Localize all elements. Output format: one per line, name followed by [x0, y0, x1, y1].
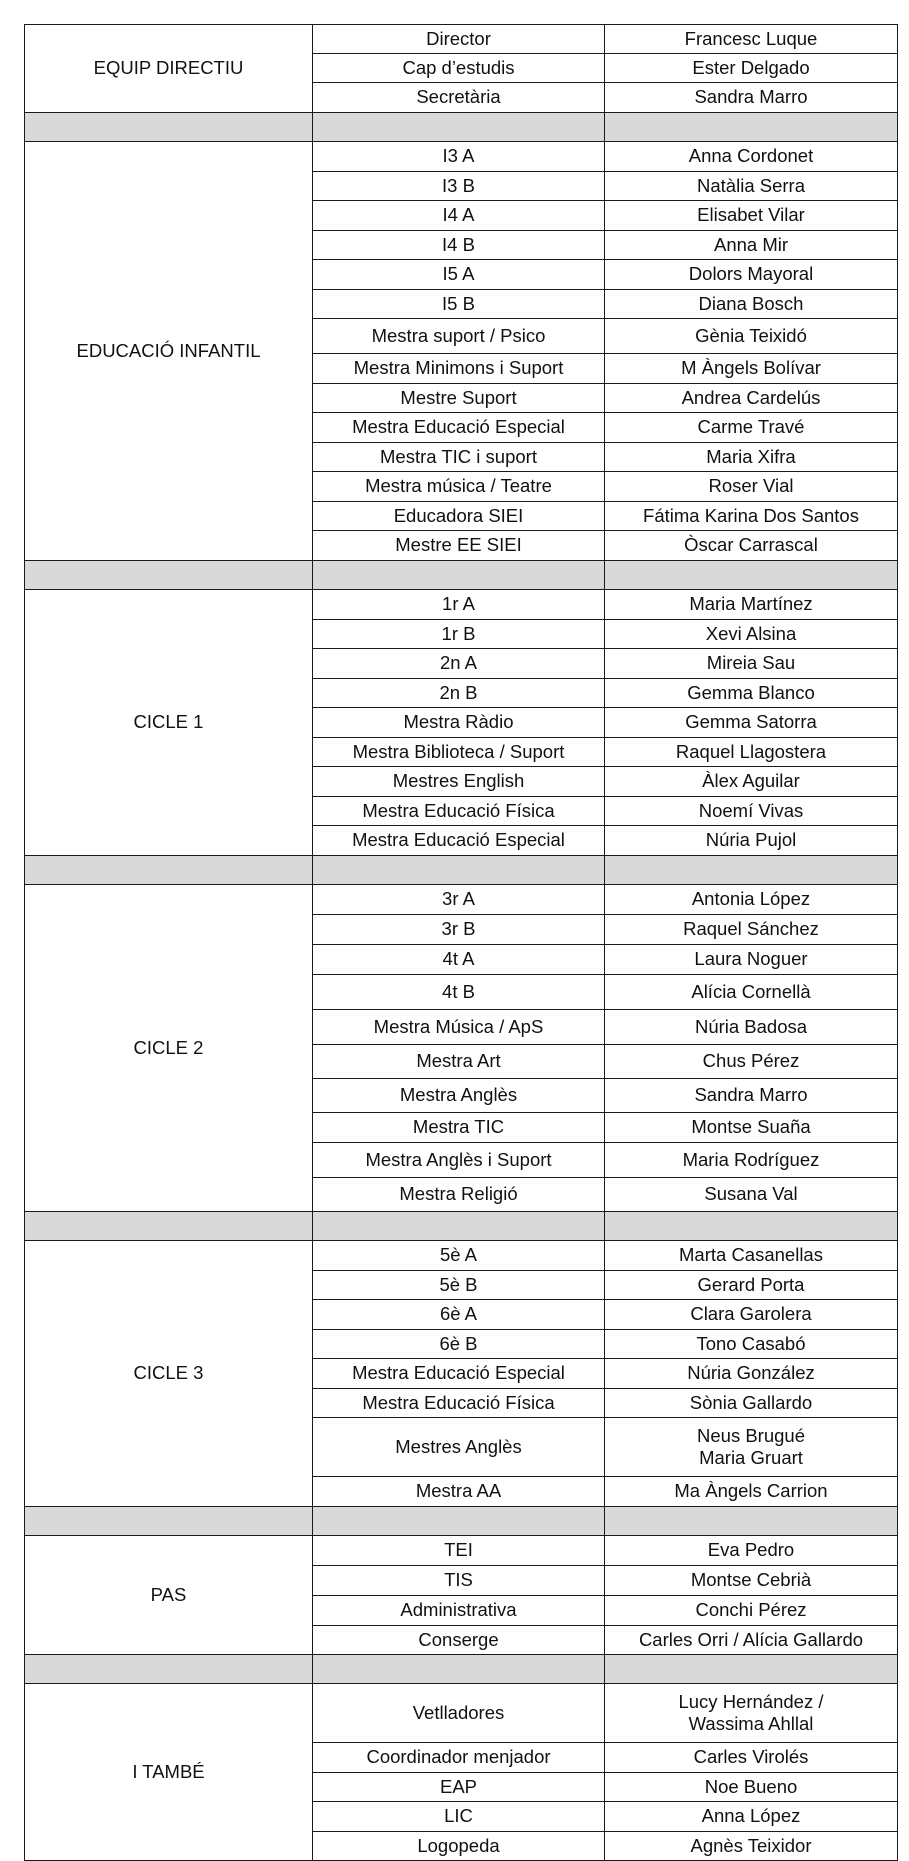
name-cell [605, 1743, 898, 1773]
table-row [25, 1536, 898, 1566]
role-cell: Mestra Ràdio [313, 708, 605, 738]
staff-table [24, 24, 898, 1861]
staff-name: M Àngels Bolívar [681, 357, 821, 379]
staff-name: Alícia Cornellà [691, 980, 811, 1002]
group-label: I TAMBÉ [25, 1684, 313, 1861]
role-cell: I4 B [313, 231, 605, 260]
role-cell: Cap d’estudis [313, 54, 605, 83]
separator-cell [313, 1655, 605, 1684]
staff-name: Tono Casabó [696, 1332, 806, 1354]
role-cell: I3 B [313, 172, 605, 201]
name-cell [605, 54, 898, 83]
staff-name: Susana Val [704, 1183, 798, 1205]
group-label: EDUCACIÓ INFANTIL [25, 142, 313, 561]
staff-name: Raquel Sánchez [683, 918, 819, 940]
separator-cell [25, 1655, 313, 1684]
name-cell [605, 1113, 898, 1143]
staff-name: Diana Bosch [698, 292, 804, 314]
name-cell [605, 1684, 898, 1743]
name-cell [605, 826, 898, 856]
staff-name: Lucy Hernández / [678, 1690, 824, 1712]
separator-cell [605, 1507, 898, 1536]
name-cell [605, 1832, 898, 1861]
name-cell [605, 1143, 898, 1178]
separator-cell [605, 113, 898, 142]
role-cell: Director [313, 25, 605, 54]
role-cell: Mestra Anglès i Suport [313, 1143, 605, 1178]
role-cell: Mestres Anglès [313, 1418, 605, 1477]
separator-row [25, 1507, 898, 1536]
name-cell [605, 767, 898, 797]
name-cell [605, 1802, 898, 1832]
role-cell: Mestra Art [313, 1045, 605, 1079]
staff-name: Maria Gruart [699, 1447, 803, 1468]
staff-name: Gemma Satorra [685, 711, 817, 733]
role-cell: 3r A [313, 885, 605, 915]
role-cell: Mestra TIC [313, 1113, 605, 1143]
separator-row [25, 113, 898, 142]
role-cell: I4 A [313, 201, 605, 231]
role-cell: 1r B [313, 620, 605, 649]
name-cell [605, 975, 898, 1010]
staff-name: Núria Badosa [694, 1015, 808, 1037]
role-cell: Mestra Educació Física [313, 797, 605, 826]
name-cell [605, 83, 898, 113]
name-cell [605, 620, 898, 649]
role-cell: Mestra Anglès [313, 1079, 605, 1113]
separator-cell [605, 561, 898, 590]
role-cell: Educadora SIEI [313, 502, 605, 531]
role-cell: TEI [313, 1536, 605, 1566]
role-cell: Vetlladores [313, 1684, 605, 1743]
staff-name: Montse Cebrià [690, 1569, 812, 1591]
staff-name: Òscar Carrascal [684, 534, 818, 556]
separator-cell [313, 113, 605, 142]
name-cell [605, 25, 898, 54]
role-cell: 3r B [313, 915, 605, 945]
name-cell [605, 1389, 898, 1418]
name-cell [605, 531, 898, 561]
name-cell [605, 1079, 898, 1113]
staff-name: Gènia Teixidó [695, 324, 807, 346]
separator-cell [313, 856, 605, 885]
separator-cell [25, 561, 313, 590]
staff-table-body [25, 25, 898, 1861]
role-cell: Coordinador menjador [313, 1743, 605, 1773]
name-cell [605, 1300, 898, 1330]
table-row [25, 1241, 898, 1271]
staff-name: Eva Pedro [707, 1539, 795, 1561]
staff-name: Dolors Mayoral [688, 263, 814, 285]
role-cell: Mestra música / Teatre [313, 472, 605, 502]
name-cell [605, 472, 898, 502]
role-cell: 2n B [313, 679, 605, 708]
staff-name: Núria González [687, 1362, 815, 1384]
name-cell [605, 679, 898, 708]
name-cell [605, 142, 898, 172]
staff-name: Wassima Ahllal [688, 1713, 814, 1734]
name-cell [605, 502, 898, 531]
role-cell: Mestra Educació Especial [313, 1359, 605, 1389]
staff-name: Raquel Llagostera [675, 740, 827, 762]
role-cell: Mestra Educació Especial [313, 413, 605, 443]
staff-name: Antonia López [691, 888, 811, 910]
role-cell: 4t A [313, 945, 605, 975]
role-cell: Mestra Minimons i Suport [313, 354, 605, 384]
staff-name: Sandra Marro [694, 86, 808, 108]
staff-name: Gemma Blanco [687, 681, 815, 703]
role-cell: Mestra Educació Especial [313, 826, 605, 856]
role-cell: Mestres English [313, 767, 605, 797]
role-cell: TIS [313, 1566, 605, 1596]
separator-cell [25, 856, 313, 885]
role-cell: 6è A [313, 1300, 605, 1330]
name-cell [605, 1566, 898, 1596]
staff-name: Maria Rodríguez [682, 1148, 820, 1170]
separator-row [25, 561, 898, 590]
role-cell: Mestre Suport [313, 384, 605, 413]
separator-cell [25, 1507, 313, 1536]
group-label: CICLE 1 [25, 590, 313, 856]
name-cell [605, 413, 898, 443]
role-cell: I5 B [313, 290, 605, 319]
name-cell [605, 915, 898, 945]
name-cell [605, 1596, 898, 1626]
separator-row [25, 1212, 898, 1241]
staff-name: Roser Vial [708, 475, 794, 497]
separator-cell [313, 1212, 605, 1241]
name-cell [605, 649, 898, 679]
role-cell: Secretària [313, 83, 605, 113]
name-cell [605, 260, 898, 290]
name-cell [605, 1536, 898, 1566]
staff-name: Anna López [701, 1805, 801, 1827]
role-cell: 2n A [313, 649, 605, 679]
name-cell [605, 384, 898, 413]
staff-name: Gerard Porta [697, 1273, 805, 1295]
table-row [25, 142, 898, 172]
table-row [25, 590, 898, 620]
name-cell [605, 290, 898, 319]
role-cell: Mestra suport / Psico [313, 319, 605, 354]
staff-name: Carme Travé [697, 416, 805, 438]
name-cell [605, 1045, 898, 1079]
name-cell [605, 797, 898, 826]
name-cell [605, 354, 898, 384]
staff-name: Carles Virolés [693, 1746, 809, 1768]
role-cell: Mestra Biblioteca / Suport [313, 738, 605, 767]
staff-name: Natàlia Serra [697, 174, 805, 196]
staff-name: Agnès Teixidor [690, 1834, 812, 1856]
name-cell [605, 708, 898, 738]
staff-name: Ester Delgado [692, 56, 810, 78]
table-row [25, 1684, 898, 1743]
role-cell: Mestra AA [313, 1477, 605, 1507]
role-cell: I3 A [313, 142, 605, 172]
separator-row [25, 1655, 898, 1684]
role-cell: 6è B [313, 1330, 605, 1359]
staff-name: Anna Mir [713, 233, 789, 255]
separator-cell [605, 856, 898, 885]
staff-name: Noe Bueno [704, 1775, 798, 1797]
name-cell [605, 1241, 898, 1271]
name-cell [605, 1418, 898, 1477]
group-label: PAS [25, 1536, 313, 1655]
name-cell [605, 1626, 898, 1655]
role-cell: 5è A [313, 1241, 605, 1271]
role-cell: EAP [313, 1773, 605, 1802]
separator-cell [605, 1655, 898, 1684]
staff-name: Maria Xifra [706, 445, 796, 467]
staff-name: Laura Noguer [694, 948, 808, 970]
name-cell [605, 945, 898, 975]
staff-name: Àlex Aguilar [702, 770, 800, 792]
name-cell [605, 1271, 898, 1300]
role-cell: 5è B [313, 1271, 605, 1300]
name-cell [605, 319, 898, 354]
role-cell: Mestre EE SIEI [313, 531, 605, 561]
role-cell: Conserge [313, 1626, 605, 1655]
staff-name: Montse Suaña [691, 1116, 811, 1138]
staff-name: Chus Pérez [702, 1050, 800, 1072]
name-cell [605, 738, 898, 767]
staff-name: Ma Àngels Carrion [674, 1480, 828, 1502]
role-cell: LIC [313, 1802, 605, 1832]
staff-name: Fátima Karina Dos Santos [643, 504, 859, 526]
name-cell [605, 885, 898, 915]
separator-cell [25, 1212, 313, 1241]
role-cell: 1r A [313, 590, 605, 620]
staff-name: Anna Cordonet [688, 145, 814, 167]
group-label: CICLE 3 [25, 1241, 313, 1507]
name-cell [605, 1010, 898, 1045]
name-cell [605, 231, 898, 260]
role-cell: I5 A [313, 260, 605, 290]
staff-name: Carles Orri / Alícia Gallardo [638, 1628, 864, 1650]
staff-name: Andrea Cardelús [681, 386, 821, 408]
name-cell [605, 1773, 898, 1802]
role-cell: Administrativa [313, 1596, 605, 1626]
name-cell [605, 1178, 898, 1212]
group-label: CICLE 2 [25, 885, 313, 1212]
staff-name: Francesc Luque [684, 27, 818, 49]
name-cell [605, 590, 898, 620]
name-cell [605, 1477, 898, 1507]
separator-cell [25, 113, 313, 142]
role-cell: Mestra Música / ApS [313, 1010, 605, 1045]
table-row [25, 25, 898, 54]
staff-name: Mireia Sau [706, 652, 796, 674]
staff-name: Maria Martínez [689, 593, 813, 615]
separator-cell [313, 1507, 605, 1536]
staff-name: Marta Casanellas [679, 1244, 823, 1266]
staff-name: Elisabet Vilar [697, 204, 805, 226]
name-cell [605, 1359, 898, 1389]
role-cell: Mestra Educació Física [313, 1389, 605, 1418]
table-row [25, 885, 898, 915]
staff-name: Clara Garolera [690, 1303, 812, 1325]
role-cell: 4t B [313, 975, 605, 1010]
role-cell: Mestra TIC i suport [313, 443, 605, 472]
staff-name: Sònia Gallardo [689, 1391, 813, 1413]
name-cell [605, 1330, 898, 1359]
role-cell: Mestra Religió [313, 1178, 605, 1212]
role-cell: Logopeda [313, 1832, 605, 1861]
separator-cell [605, 1212, 898, 1241]
separator-cell [313, 561, 605, 590]
staff-name: Neus Brugué [697, 1424, 805, 1446]
group-label: EQUIP DIRECTIU [25, 25, 313, 113]
staff-name: Núria Pujol [705, 829, 797, 851]
name-cell [605, 172, 898, 201]
separator-row [25, 856, 898, 885]
name-cell [605, 201, 898, 231]
staff-name: Noemí Vivas [698, 799, 804, 821]
staff-name: Sandra Marro [694, 1084, 808, 1106]
name-cell [605, 443, 898, 472]
staff-name: Xevi Alsina [705, 622, 797, 644]
staff-name: Conchi Pérez [695, 1599, 807, 1621]
